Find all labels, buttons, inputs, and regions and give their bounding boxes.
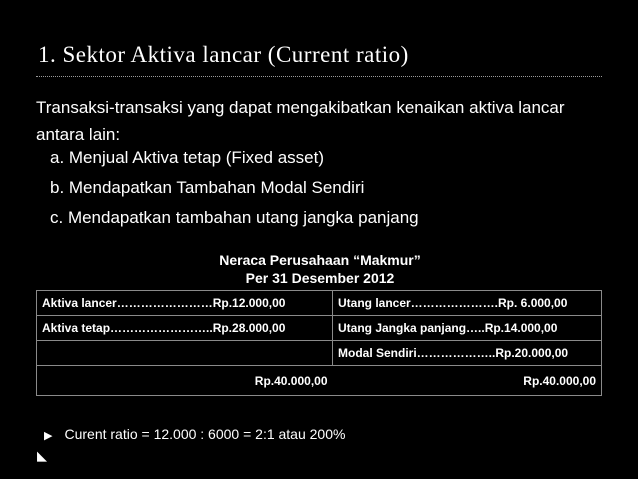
slide-title: 1. Sektor Aktiva lancar (Current ratio): [38, 42, 409, 67]
current-assets-cell: Aktiva lancer……………………Rp.12.000,00: [37, 291, 333, 316]
equity-cell: Modal Sendiri………………..Rp.20.000,00: [333, 341, 602, 366]
list-item-a: a. Menjual Aktiva tetap (Fixed asset): [50, 148, 325, 167]
empty-cell: [37, 341, 333, 366]
list-item-b: b. Mendapatkan Tambahan Modal Sendiri: [50, 178, 365, 197]
title-divider: [36, 76, 602, 77]
list-item-c: c. Mendapatkan tambahan utang jangka panjang: [50, 208, 419, 227]
ratio-bullet: [44, 426, 345, 442]
fixed-assets-cell: Aktiva tetap……………………..Rp.28.000,00: [37, 316, 333, 341]
table-row: [37, 291, 602, 316]
current-liabilities-cell: Utang lancer………………….Rp. 6.000,00: [333, 291, 602, 316]
table-heading-company: Neraca Perusahaan “Makmur”: [219, 252, 421, 268]
table-row: [37, 316, 602, 341]
ratio-text: Curent ratio = 12.000 : 6000 = 2:1 atau 200%: [64, 426, 346, 442]
table-row: [37, 366, 602, 396]
intro-text: Transaksi-transaksi yang dapat mengakibatkan kenaikan aktiva lancar antara lain:: [36, 98, 565, 144]
slide-nav-icon[interactable]: ◣: [37, 448, 47, 463]
total-liabilities-cell: Rp.40.000,00: [333, 366, 602, 396]
triangle-bullet-icon: ▶: [44, 430, 53, 442]
balance-sheet-table: [36, 290, 602, 396]
long-term-debt-cell: Utang Jangka panjang…..Rp.14.000,00: [333, 316, 602, 341]
table-row: [37, 341, 602, 366]
table-heading-date: Per 31 Desember 2012: [245, 270, 395, 286]
total-assets-cell: Rp.40.000,00: [37, 366, 333, 396]
